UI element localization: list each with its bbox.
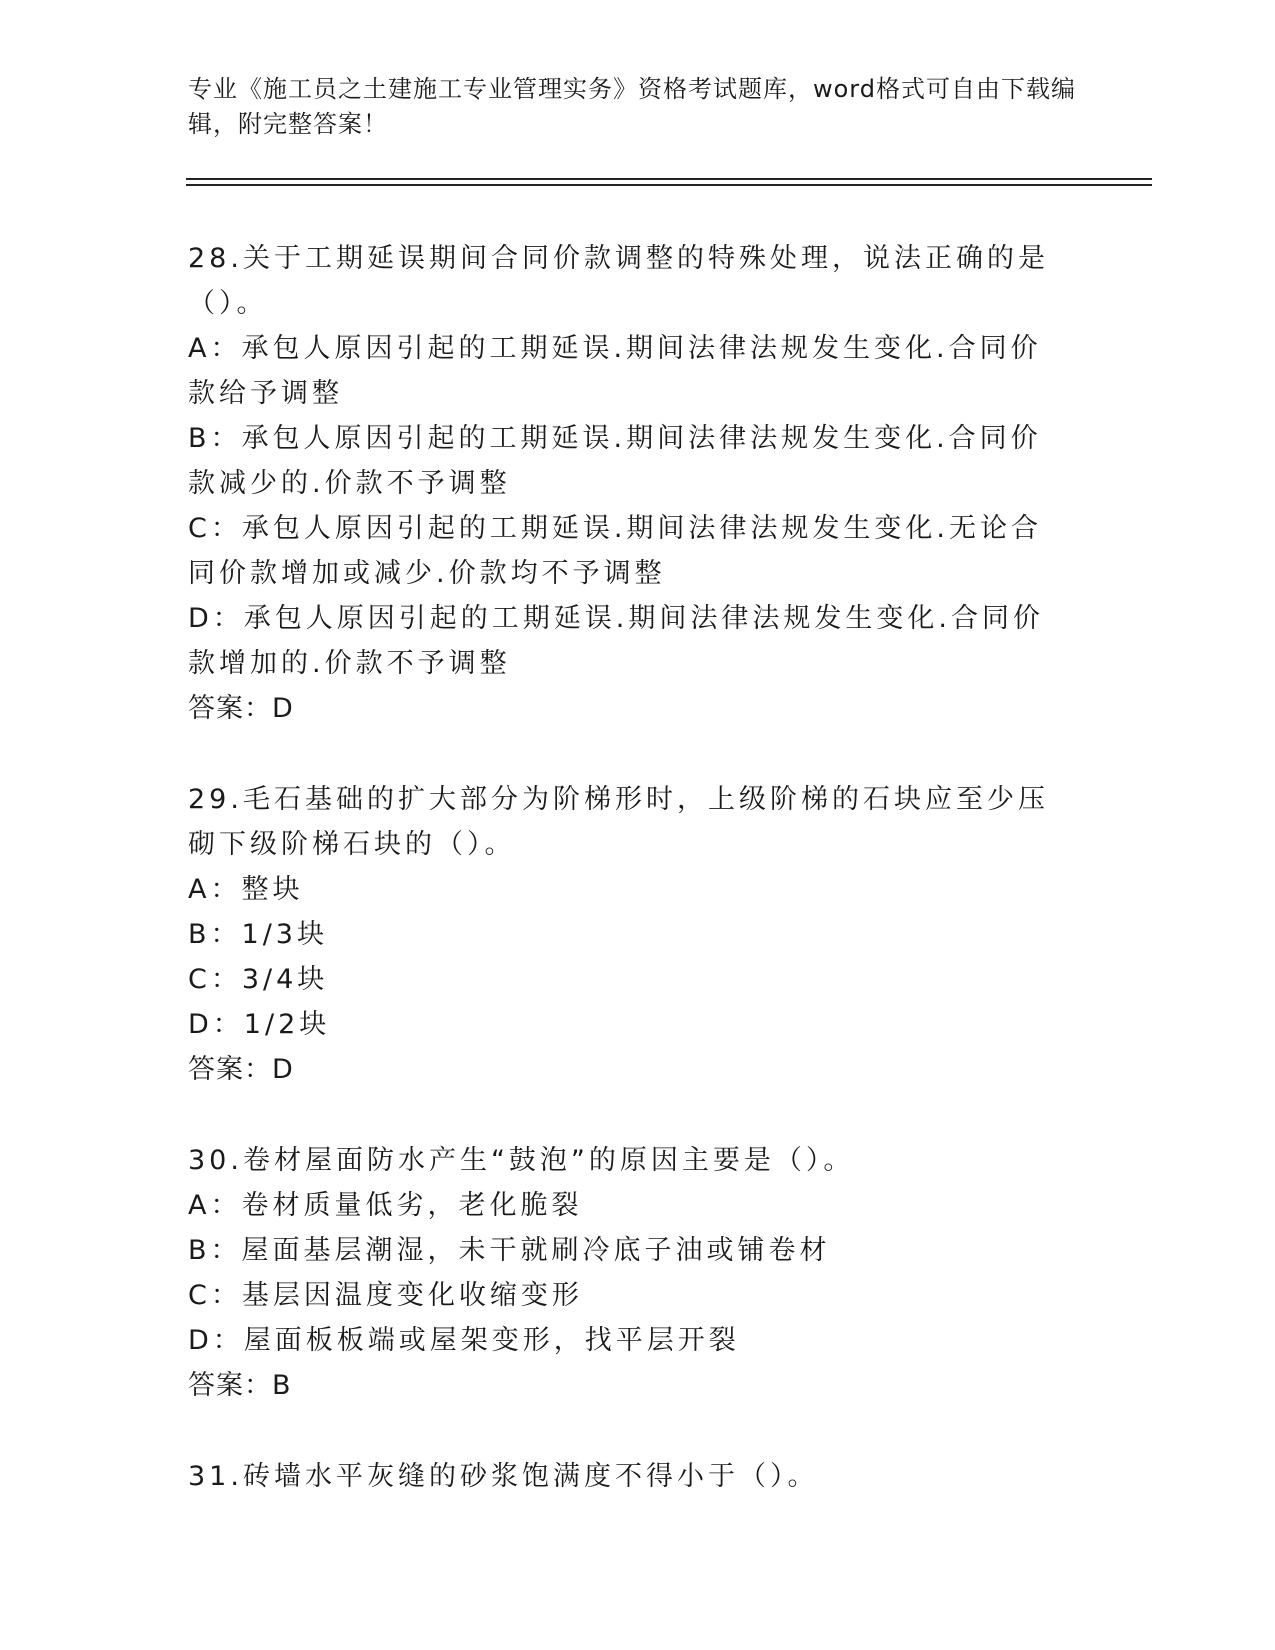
question-stem: 28.关于工期延误期间合同价款调整的特殊处理，说法正确的是（）。 (188, 243, 1049, 319)
question-stem: 31.砖墙水平灰缝的砂浆饱满度不得小于（）。 (188, 1461, 819, 1492)
question-28 (188, 236, 1068, 731)
option-c: C：3/4块 (188, 964, 329, 995)
option-c: C：基层因温度变化收缩变形 (188, 1280, 583, 1311)
answer: 答案：B (188, 1370, 292, 1401)
question-stem: 30.卷材屋面防水产生“鼓泡”的原因主要是（）。 (188, 1145, 855, 1176)
option-b: B：承包人原因引起的工期延误.期间法律法规发生变化.合同价款减少的.价款不予调整 (188, 423, 1042, 499)
option-c: C：承包人原因引起的工期延误.期间法律法规发生变化.无论合同价款增加或减少.价款均不予调整 (188, 513, 1043, 589)
header-divider-bottom (186, 184, 1152, 186)
answer: 答案：D (188, 1054, 294, 1085)
option-b: B：屋面基层潮湿，未干就刷冷底子油或铺卷材 (188, 1235, 831, 1266)
option-d: D：1/2块 (188, 1009, 331, 1040)
header-divider-top (186, 178, 1152, 180)
question-list (188, 236, 1068, 1545)
question-29 (188, 777, 1068, 1092)
option-a: A：承包人原因引起的工期延误.期间法律法规发生变化.合同价款给予调整 (188, 333, 1042, 409)
question-stem: 29.毛石基础的扩大部分为阶梯形时，上级阶梯的石块应至少压砌下级阶梯石块的（）。 (188, 784, 1049, 860)
question-31 (188, 1454, 1068, 1499)
question-30 (188, 1138, 1068, 1408)
option-a: A：卷材质量低劣，老化脆裂 (188, 1190, 583, 1221)
option-b: B：1/3块 (188, 919, 328, 950)
document-header: 专业《施工员之土建施工专业管理实务》资格考试题库，word格式可自由下载编辑，附完整答案！ (188, 75, 1076, 138)
answer: 答案：D (188, 693, 294, 724)
option-d: D：承包人原因引起的工期延误.期间法律法规发生变化.合同价款增加的.价款不予调整 (188, 603, 1044, 679)
option-a: A：整块 (188, 874, 304, 905)
option-d: D：屋面板板端或屋架变形，找平层开裂 (188, 1325, 740, 1356)
